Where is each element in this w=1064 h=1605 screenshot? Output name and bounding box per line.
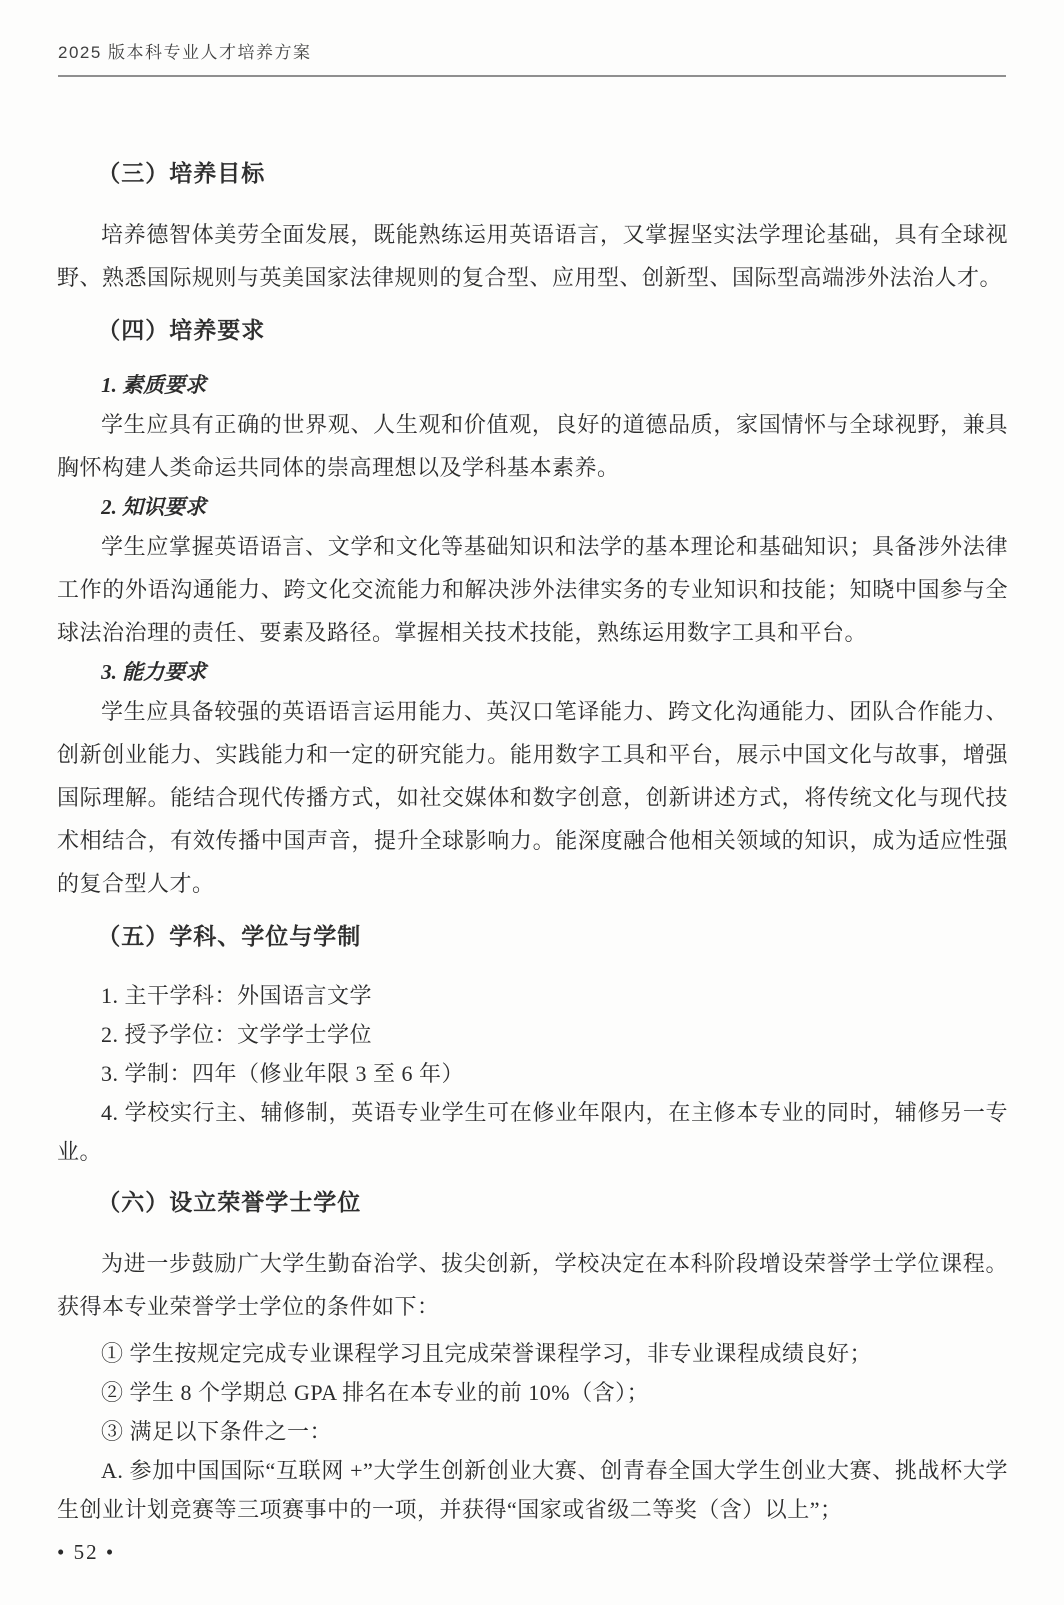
section-5-items	[57, 976, 1008, 1171]
header-rule	[58, 38, 1006, 77]
section-3-title: （三）培养目标	[97, 160, 266, 186]
condition-item-1: ① 学生按规定完成专业课程学习且完成荣誉课程学习，非专业课程成绩良好；	[101, 1341, 873, 1366]
condition-item-3a: A. 参加中国国际“互联网 +”大学生创新创业大赛、创青春全国大学生创业大赛、挑战杯大学生创业计划竞赛等三项赛事中的一项，并获得“国家或省级二等奖（含）以上”；	[57, 1458, 1008, 1522]
subsection-knowledge-heading: 2. 知识要求	[101, 495, 207, 519]
section-4-title: （四）培养要求	[97, 317, 266, 343]
subsection-knowledge-body: 学生应掌握英语语言、文学和文化等基础知识和法学的基本理论和基础知识；具备涉外法律工作的外语沟通能力、跨文化交流能力和解决涉外法律实务的专业知识和技能；知晓中国参与全球法治治理的责任、要素及路径。掌握相关技术技能，熟练运用数字工具和平台。	[57, 534, 1008, 645]
page-header	[0, 0, 1064, 87]
subsection-quality-heading: 1. 素质要求	[101, 373, 207, 397]
section-6-title: （六）设立荣誉学士学位	[97, 1189, 362, 1215]
section-6-intro: 为进一步鼓励广大学生勤奋治学、拔尖创新，学校决定在本科阶段增设荣誉学士学位课程。获得本专业荣誉学士学位的条件如下：	[57, 1251, 1008, 1319]
section-5-title: （五）学科、学位与学制	[97, 923, 362, 949]
header-title: 2025 版本科专业人才培养方案	[58, 43, 312, 62]
document-body	[0, 157, 1064, 1529]
list-item-study-duration: 3. 学制：四年（修业年限 3 至 6 年）	[101, 1061, 465, 1086]
section-3-paragraph: 培养德智体美劳全面发展，既能熟练运用英语语言，又掌握坚实法学理论基础，具有全球视野、熟悉国际规则与英美国家法律规则的复合型、应用型、创新型、国际型高端涉外法治人才。	[57, 222, 1008, 290]
condition-item-2: ② 学生 8 个学期总 GPA 排名在本专业的前 10%（含）；	[101, 1380, 650, 1405]
list-item-degree-awarded: 2. 授予学位：文学学士学位	[101, 1022, 373, 1047]
subsection-quality-body: 学生应具有正确的世界观、人生观和价值观，良好的道德品质，家国情怀与全球视野，兼具胸怀构建人类命运共同体的崇高理想以及学科基本素养。	[57, 412, 1008, 480]
section-6-conditions	[57, 1334, 1008, 1529]
list-item-major-discipline: 1. 主干学科：外国语言文学	[101, 983, 373, 1008]
condition-item-3: ③ 满足以下条件之一：	[101, 1419, 333, 1444]
page-number: • 52 •	[57, 1540, 116, 1564]
subsection-ability-heading: 3. 能力要求	[101, 660, 207, 684]
subsection-ability-body: 学生应具备较强的英语语言运用能力、英汉口笔译能力、跨文化沟通能力、团队合作能力、创新创业能力、实践能力和一定的研究能力。能用数字工具和平台，展示中国文化与故事，增强国际理解。能结合现代传播方式，如社交媒体和数字创意，创新讲述方式，将传统文化与现代技术相结合，有效传播中国声音，提升全球影响力。能深度融合他相关领域的知识，成为适应性强的复合型人才。	[57, 699, 1008, 896]
list-item-minor-system: 4. 学校实行主、辅修制，英语专业学生可在修业年限内，在主修本专业的同时，辅修另一专业。	[57, 1100, 1008, 1164]
